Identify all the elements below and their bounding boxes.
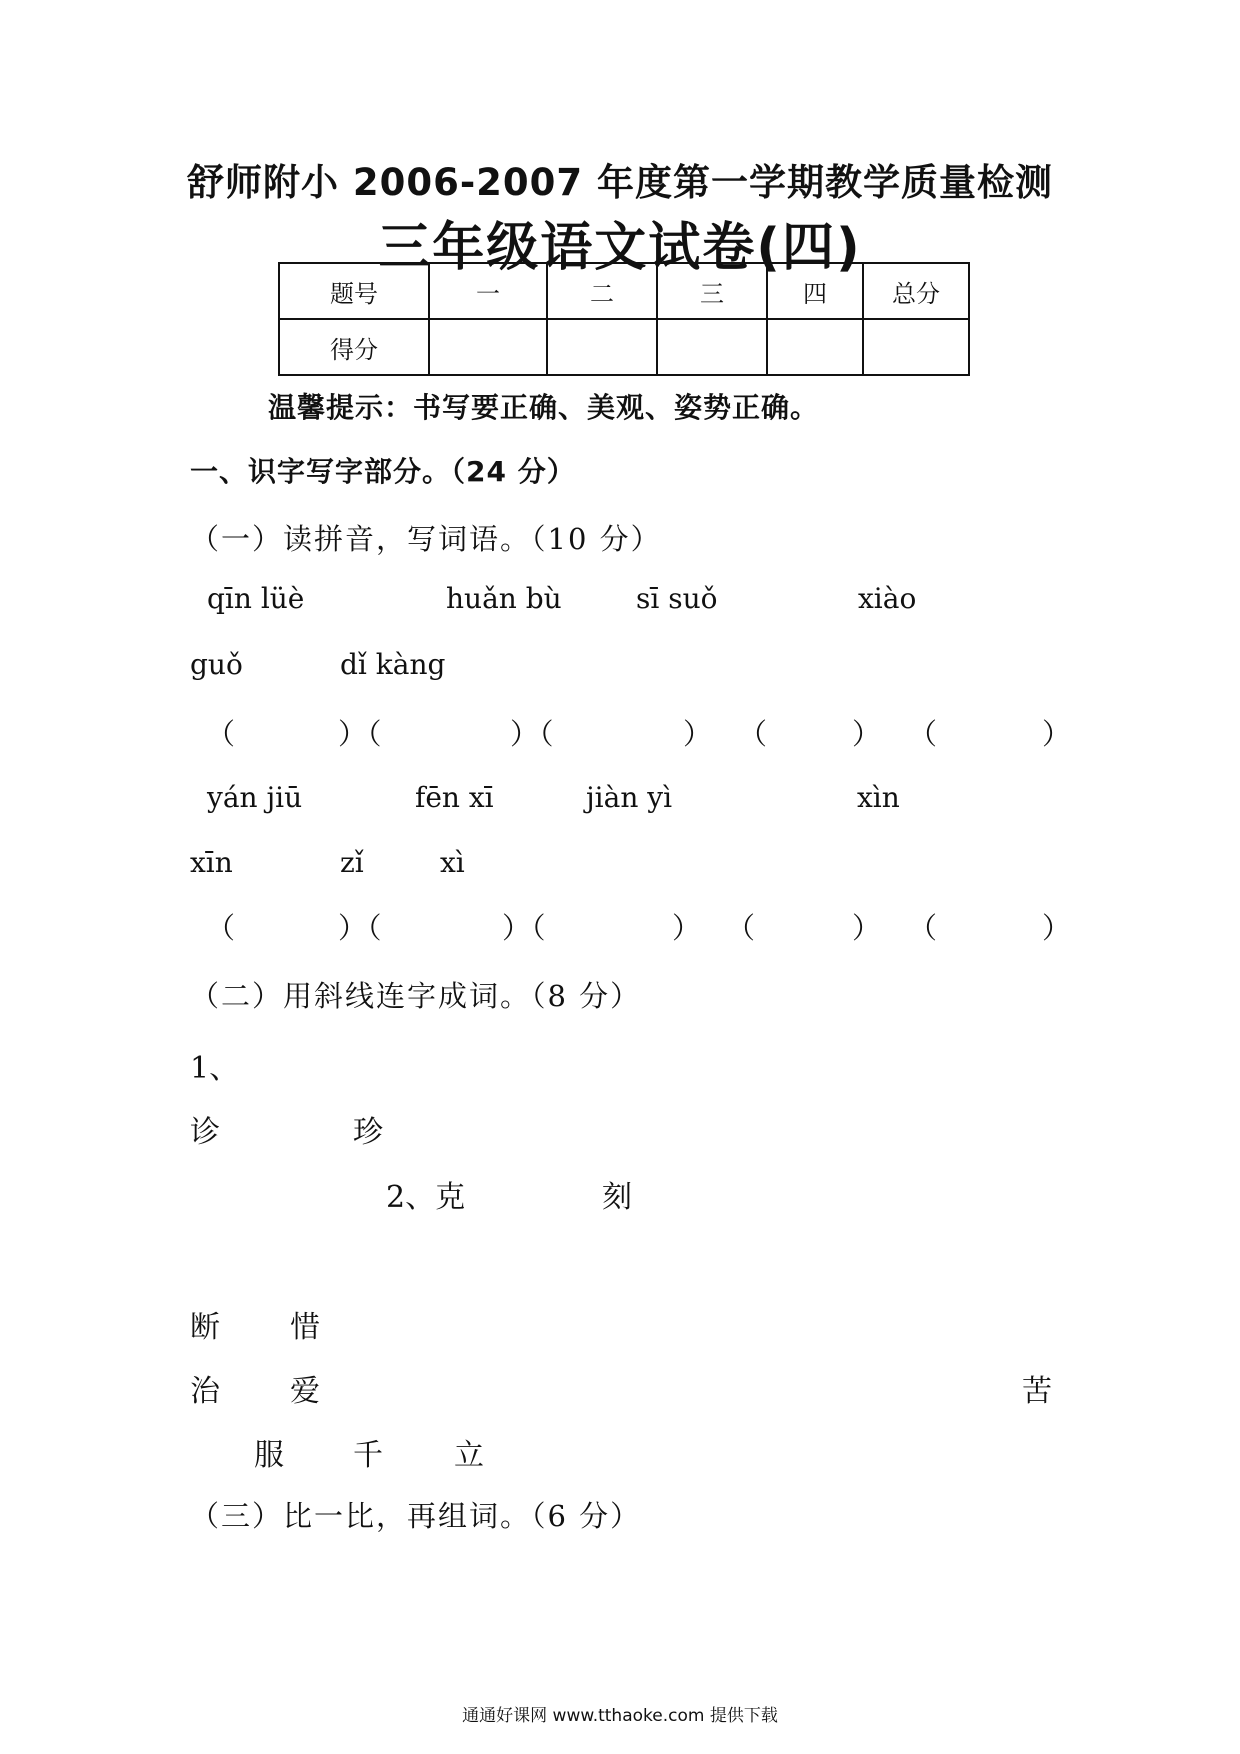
score-table bbox=[278, 262, 970, 376]
matching-char[interactable]: 珍 bbox=[353, 1115, 383, 1150]
score-cell-q4: 四 bbox=[767, 263, 863, 319]
item-number: 1、 bbox=[190, 1051, 240, 1086]
answer-blank[interactable]: ） bbox=[672, 911, 702, 945]
answer-blank[interactable]: ） bbox=[852, 911, 882, 945]
score-cell-label-score: 得分 bbox=[279, 319, 429, 375]
pinyin-item: xìn bbox=[857, 781, 900, 814]
pinyin-item: yán jiū bbox=[207, 781, 303, 814]
answer-blank[interactable]: （ bbox=[206, 911, 236, 945]
matching-char[interactable]: 诊 bbox=[190, 1115, 220, 1150]
score-blank bbox=[429, 319, 547, 375]
answer-blank[interactable]: （ bbox=[908, 717, 938, 751]
subsection-heading: （三）比一比，再组词。（6 分） bbox=[190, 1499, 642, 1533]
pinyin-item: xīn bbox=[190, 846, 233, 879]
answer-blank[interactable]: （ bbox=[206, 717, 236, 751]
score-cell-q1: 一 bbox=[429, 263, 547, 319]
page-footer: 通通好课网 www.tthaoke.com 提供下载 bbox=[462, 1706, 778, 1726]
matching-char[interactable]: 治 bbox=[190, 1374, 220, 1409]
score-blank bbox=[657, 319, 767, 375]
answer-blank[interactable]: ）（ bbox=[510, 717, 554, 751]
answer-blank[interactable]: ） bbox=[683, 717, 713, 751]
pinyin-item: jiàn yì bbox=[586, 781, 673, 814]
pinyin-item: huǎn bù bbox=[446, 582, 562, 615]
answer-blank[interactable]: ） bbox=[1042, 717, 1072, 751]
answer-blank[interactable]: （ bbox=[738, 717, 768, 751]
score-cell-total: 总分 bbox=[863, 263, 969, 319]
section-heading: 一、识字写字部分。（24 分） bbox=[190, 455, 576, 488]
score-table-header-row bbox=[279, 263, 969, 319]
pinyin-item: fēn xī bbox=[415, 781, 494, 814]
answer-blank[interactable]: ） bbox=[852, 717, 882, 751]
subsection-heading: （一）读拼音，写词语。（10 分） bbox=[190, 522, 662, 556]
pinyin-item: guǒ bbox=[190, 648, 243, 681]
answer-blank[interactable]: （ bbox=[908, 911, 938, 945]
exam-title: 三年级语文试卷(四) bbox=[378, 218, 862, 278]
matching-char[interactable]: 爱 bbox=[290, 1374, 320, 1409]
matching-char[interactable]: 断 bbox=[190, 1310, 220, 1345]
answer-blank[interactable]: ） bbox=[1042, 911, 1072, 945]
exam-header-line: 舒师附小 2006-2007 年度第一学期教学质量检测 bbox=[186, 161, 1054, 204]
pinyin-item: xiào bbox=[858, 582, 917, 615]
answer-blank[interactable]: ）（ bbox=[338, 717, 382, 751]
pinyin-item: dǐ kàng bbox=[340, 648, 446, 681]
matching-char[interactable]: 惜 bbox=[290, 1310, 320, 1345]
score-blank bbox=[547, 319, 657, 375]
answer-blank[interactable]: ）（ bbox=[502, 911, 546, 945]
pinyin-item: qīn lüè bbox=[207, 582, 305, 615]
pinyin-item: sī suǒ bbox=[636, 582, 718, 615]
matching-char[interactable]: 刻 bbox=[602, 1180, 632, 1215]
score-cell-label-question: 题号 bbox=[279, 263, 429, 319]
score-cell-q2: 二 bbox=[547, 263, 657, 319]
score-cell-q3: 三 bbox=[657, 263, 767, 319]
warm-tip: 温馨提示：书写要正确、美观、姿势正确。 bbox=[268, 391, 820, 424]
answer-blank[interactable]: （ bbox=[726, 911, 756, 945]
matching-char[interactable]: 千 bbox=[353, 1438, 383, 1473]
matching-char[interactable]: 服 bbox=[254, 1438, 284, 1473]
score-table-score-row bbox=[279, 319, 969, 375]
subsection-heading: （二）用斜线连字成词。（8 分） bbox=[190, 979, 642, 1013]
answer-blank[interactable]: ）（ bbox=[338, 911, 382, 945]
score-blank bbox=[767, 319, 863, 375]
score-blank bbox=[863, 319, 969, 375]
pinyin-item: xì bbox=[440, 846, 465, 879]
matching-char[interactable]: 立 bbox=[454, 1438, 484, 1473]
matching-char[interactable]: 苦 bbox=[1022, 1374, 1052, 1409]
pinyin-item: zǐ bbox=[340, 846, 364, 879]
matching-char[interactable]: 2、克 bbox=[386, 1180, 466, 1215]
